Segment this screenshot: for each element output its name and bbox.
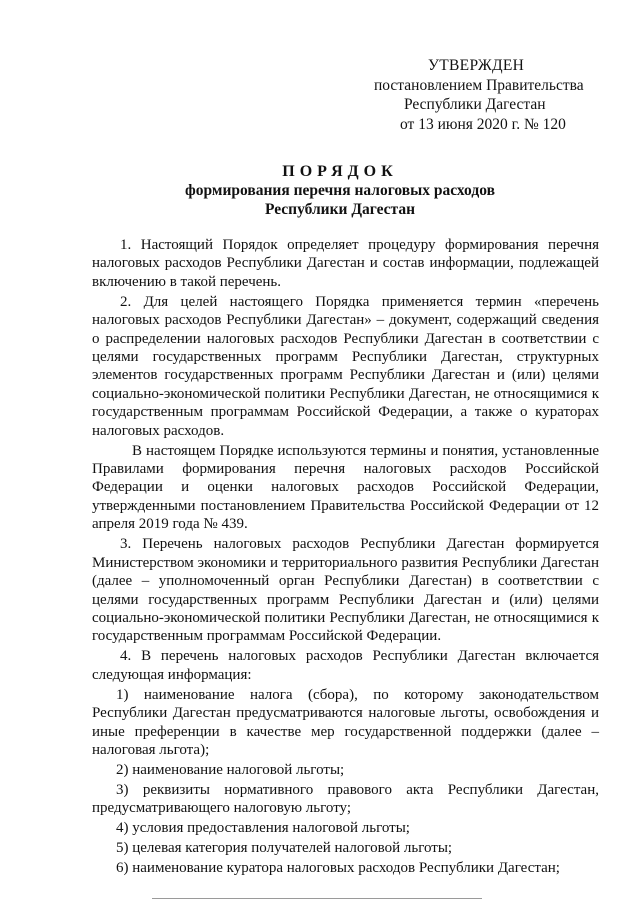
approval-line: Республики Дагестан xyxy=(404,96,546,113)
paragraph: В настоящем Порядке используются термины и понятия, установленные Правилами формирования перечня налоговых расходов Российской Федерации и оценки налоговых расходов Российской Федерации, утвержденными постановлением Правительства Российской Федерации от 12 апреля 2019 года № 439. xyxy=(92,442,599,533)
list-item: 5) целевая категория получателей налоговой льготы; xyxy=(116,840,453,857)
list-item: 1) наименование налога (сбора), по которому законодательством Республики Дагестан предусматриваются налоговые льготы, освобождения и иные преференции в качестве мер государственной поддержки (далее – налоговая льгота); xyxy=(92,686,599,758)
paragraph: 4. В перечень налоговых расходов Республики Дагестан включается следующая информация: xyxy=(92,648,599,683)
page-bottom-rule xyxy=(152,898,482,899)
list-item: 3) реквизиты нормативного правового акта Республики Дагестан, предусматривающего налоговую льготу; xyxy=(92,781,599,817)
document-body xyxy=(92,236,599,879)
document-title: ПОРЯДОК xyxy=(282,163,398,180)
document-heading xyxy=(80,162,600,219)
approval-line: постановлением Правительства xyxy=(374,76,584,94)
approval-date-line: от 13 июня 2020 г. № 120 xyxy=(400,115,566,133)
document-subtitle: формирования перечня налоговых расходов xyxy=(185,182,495,199)
approval-title: УТВЕРЖДЕН xyxy=(428,57,525,74)
paragraph: 1. Настоящий Порядок определяет процедуру формирования перечня налоговых расходов Республики Дагестан и состав информации, подлежащей включению в такой перечень. xyxy=(92,237,599,290)
paragraph: 3. Перечень налоговых расходов Республики Дагестан формируется Министерством экономики и территориального развития Республики Дагестан (далее – уполномоченный орган Республики Дагестан) в соответствии с целями государственных программ Республики Дагестан и (или) целями социально-экономической политики Республики Дагестан, не относящимися к государственным программам Российской Федерации. xyxy=(92,536,599,645)
list-item: 2) наименование налоговой льготы; xyxy=(116,761,345,778)
list-item: 4) условия предоставления налоговой льготы; xyxy=(116,820,410,837)
paragraph: 2. Для целей настоящего Порядка применяется термин «перечень налоговых расходов Республики Дагестан» – документ, содержащий сведения о распределении налоговых расходов Республики Дагестан в соответствии с целями государственных программ Республики Дагестан, структурных элементов государственных программ Республики Дагестан и (или) целями социально-экономической политики Республики Дагестан, не относящимися к государственным программам Российской Федерации, а также о кураторах налоговых расходов. xyxy=(92,293,599,439)
list-item: 6) наименование куратора налоговых расходов Республики Дагестан; xyxy=(116,860,560,877)
document-subtitle: Республики Дагестан xyxy=(264,201,416,218)
approval-stamp xyxy=(360,56,600,134)
